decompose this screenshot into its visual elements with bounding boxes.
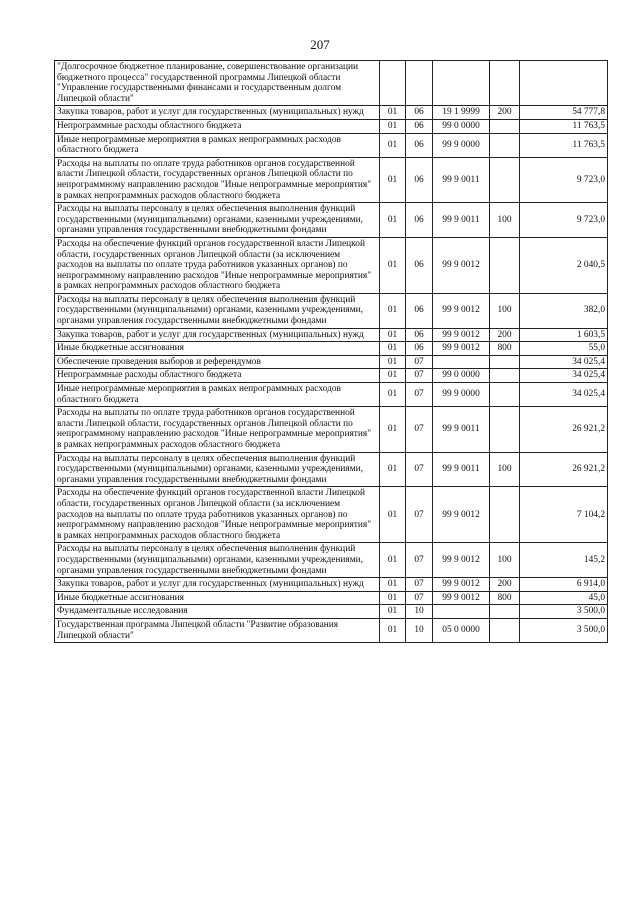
table-row (55, 487, 608, 543)
row-amount: 34 025,4 (520, 383, 608, 407)
row-expense-type (490, 157, 520, 202)
row-section-code: 01 (380, 543, 406, 578)
table-row (55, 369, 608, 383)
row-expense-type: 100 (490, 203, 520, 238)
row-expense-type (490, 487, 520, 543)
row-subsection-code: 07 (406, 383, 433, 407)
row-amount: 55,0 (520, 342, 608, 356)
row-subsection-code: 06 (406, 119, 433, 133)
table-row (55, 203, 608, 238)
row-section-code (380, 61, 406, 106)
row-subsection-code: 07 (406, 407, 433, 452)
row-amount: 3 500,0 (520, 605, 608, 619)
row-subsection-code: 06 (406, 157, 433, 202)
row-target-article: 99 9 0012 (433, 342, 490, 356)
row-expense-type (490, 407, 520, 452)
row-expense-type: 200 (490, 578, 520, 592)
table-row (55, 452, 608, 487)
row-expense-type (490, 383, 520, 407)
row-expense-type (490, 618, 520, 642)
table-row (55, 106, 608, 120)
row-expense-type: 100 (490, 452, 520, 487)
row-target-article: 99 9 0012 (433, 487, 490, 543)
row-description: Расходы на выплаты персоналу в целях обеспечения выполнения функций государственными (муниципальными) органами, казенными учреждениями, органами управления государственными внебюджетными фондами (55, 452, 380, 487)
row-target-article: 99 9 0011 (433, 452, 490, 487)
row-amount: 34 025,4 (520, 369, 608, 383)
row-description: Закупка товаров, работ и услуг для государственных (муниципальных) нужд (55, 328, 380, 342)
row-target-article: 99 9 0011 (433, 203, 490, 238)
row-target-article: 99 9 0012 (433, 237, 490, 293)
row-description: Фундаментальные исследования (55, 605, 380, 619)
row-amount: 382,0 (520, 293, 608, 328)
row-section-code: 01 (380, 618, 406, 642)
row-subsection-code: 07 (406, 591, 433, 605)
row-description: Непрограммные расходы областного бюджета (55, 369, 380, 383)
row-amount: 2 040,5 (520, 237, 608, 293)
row-subsection-code: 06 (406, 106, 433, 120)
row-subsection-code: 07 (406, 355, 433, 369)
row-expense-type (490, 355, 520, 369)
row-amount: 54 777,8 (520, 106, 608, 120)
row-section-code: 01 (380, 293, 406, 328)
row-section-code: 01 (380, 157, 406, 202)
row-section-code: 01 (380, 487, 406, 543)
table-row (55, 383, 608, 407)
row-amount: 3 500,0 (520, 618, 608, 642)
row-target-article: 05 0 0000 (433, 618, 490, 642)
row-target-article: 99 0 0000 (433, 369, 490, 383)
row-subsection-code: 10 (406, 618, 433, 642)
row-description: Закупка товаров, работ и услуг для государственных (муниципальных) нужд (55, 106, 380, 120)
row-section-code: 01 (380, 605, 406, 619)
row-section-code: 01 (380, 237, 406, 293)
row-target-article: 99 9 0012 (433, 578, 490, 592)
row-subsection-code: 07 (406, 543, 433, 578)
row-section-code: 01 (380, 407, 406, 452)
row-section-code: 01 (380, 328, 406, 342)
budget-table (54, 60, 608, 643)
row-amount: 9 723,0 (520, 157, 608, 202)
row-section-code: 01 (380, 578, 406, 592)
table-row (55, 543, 608, 578)
table-row (55, 119, 608, 133)
row-amount: 6 914,0 (520, 578, 608, 592)
row-amount: 11 763,5 (520, 119, 608, 133)
table-row (55, 605, 608, 619)
table-row (55, 618, 608, 642)
row-expense-type (490, 119, 520, 133)
row-target-article: 99 9 0000 (433, 383, 490, 407)
row-subsection-code: 07 (406, 452, 433, 487)
row-description: Иные бюджетные ассигнования (55, 591, 380, 605)
row-section-code: 01 (380, 383, 406, 407)
row-target-article: 99 9 0011 (433, 157, 490, 202)
row-section-code: 01 (380, 452, 406, 487)
row-expense-type: 800 (490, 591, 520, 605)
row-amount: 11 763,5 (520, 133, 608, 157)
row-target-article: 99 9 0012 (433, 543, 490, 578)
row-target-article: 99 9 0011 (433, 407, 490, 452)
table-row (55, 133, 608, 157)
row-target-article: 99 0 0000 (433, 119, 490, 133)
budget-table-body (55, 61, 608, 643)
row-subsection-code: 06 (406, 133, 433, 157)
row-amount: 7 104,2 (520, 487, 608, 543)
row-expense-type (490, 133, 520, 157)
row-section-code: 01 (380, 369, 406, 383)
row-expense-type: 800 (490, 342, 520, 356)
row-subsection-code: 07 (406, 578, 433, 592)
row-description: Обеспечение проведения выборов и референдумов (55, 355, 380, 369)
table-row (55, 293, 608, 328)
row-section-code: 01 (380, 342, 406, 356)
table-row (55, 237, 608, 293)
row-expense-type (490, 237, 520, 293)
row-subsection-code: 06 (406, 237, 433, 293)
row-expense-type: 100 (490, 543, 520, 578)
table-row (55, 342, 608, 356)
row-subsection-code: 06 (406, 293, 433, 328)
table-row (55, 578, 608, 592)
row-subsection-code: 07 (406, 369, 433, 383)
row-target-article (433, 355, 490, 369)
row-target-article (433, 61, 490, 106)
row-expense-type (490, 61, 520, 106)
row-amount: 34 025,4 (520, 355, 608, 369)
row-subsection-code: 06 (406, 342, 433, 356)
row-amount (520, 61, 608, 106)
row-subsection-code: 06 (406, 328, 433, 342)
row-description: Расходы на выплаты персоналу в целях обеспечения выполнения функций государственными (муниципальными) органами, казенными учреждениями, органами управления государственными внебюджетными фондами (55, 293, 380, 328)
row-section-code: 01 (380, 591, 406, 605)
row-description: "Долгосрочное бюджетное планирование, совершенствование организации бюджетного процесса" государственной программы Липецкой области "Управление государственными финансами и государственным долгом Липецкой области" (55, 61, 380, 106)
row-expense-type (490, 369, 520, 383)
table-row (55, 355, 608, 369)
row-expense-type: 100 (490, 293, 520, 328)
row-description: Иные бюджетные ассигнования (55, 342, 380, 356)
row-target-article: 99 9 0012 (433, 328, 490, 342)
row-description: Расходы на выплаты по оплате труда работников органов государственной власти Липецкой области, государственных органов Липецкой области по непрограммному направлению расходов "Иные непрограммные мероприятия" в рамках непрограммных расходов областного бюджета (55, 407, 380, 452)
row-target-article: 99 9 0012 (433, 591, 490, 605)
row-section-code: 01 (380, 355, 406, 369)
row-description: Иные непрограммные мероприятия в рамках непрограммных расходов областного бюджета (55, 383, 380, 407)
row-amount: 145,2 (520, 543, 608, 578)
row-subsection-code: 10 (406, 605, 433, 619)
row-subsection-code: 06 (406, 203, 433, 238)
row-target-article: 99 9 0000 (433, 133, 490, 157)
row-section-code: 01 (380, 106, 406, 120)
row-description: Расходы на обеспечение функций органов государственной власти Липецкой области, государственных органов Липецкой области (за исключением расходов на выплаты по оплате труда работников указанных органов) по непрограммному направлению расходов "Иные непрограммные мероприятия" в рамках непрограммных расходов областного бюджета (55, 237, 380, 293)
row-expense-type (490, 605, 520, 619)
row-amount: 1 603,5 (520, 328, 608, 342)
row-section-code: 01 (380, 133, 406, 157)
row-amount: 45,0 (520, 591, 608, 605)
row-subsection-code (406, 61, 433, 106)
row-description: Расходы на обеспечение функций органов государственной власти Липецкой области, государственных органов Липецкой области (за исключением расходов на выплаты по оплате труда работников указанных органов) по непрограммному направлению расходов "Иные непрограммные мероприятия" в рамках непрограммных расходов областного бюджета (55, 487, 380, 543)
row-description: Иные непрограммные мероприятия в рамках непрограммных расходов областного бюджета (55, 133, 380, 157)
row-target-article: 19 1 9999 (433, 106, 490, 120)
row-target-article (433, 605, 490, 619)
table-row (55, 328, 608, 342)
row-amount: 9 723,0 (520, 203, 608, 238)
row-section-code: 01 (380, 119, 406, 133)
table-row (55, 157, 608, 202)
page-number: 207 (310, 37, 330, 52)
row-target-article: 99 9 0012 (433, 293, 490, 328)
row-amount: 26 921,2 (520, 407, 608, 452)
row-description: Непрограммные расходы областного бюджета (55, 119, 380, 133)
row-section-code: 01 (380, 203, 406, 238)
row-description: Расходы на выплаты персоналу в целях обеспечения выполнения функций государственными (муниципальными) органами, казенными учреждениями, органами управления государственными внебюджетными фондами (55, 543, 380, 578)
row-expense-type: 200 (490, 106, 520, 120)
row-description: Закупка товаров, работ и услуг для государственных (муниципальных) нужд (55, 578, 380, 592)
row-subsection-code: 07 (406, 487, 433, 543)
row-description: Расходы на выплаты по оплате труда работников органов государственной власти Липецкой области, государственных органов Липецкой области по непрограммному направлению расходов "Иные непрограммные мероприятия" в рамках непрограммных расходов областного бюджета (55, 157, 380, 202)
row-expense-type: 200 (490, 328, 520, 342)
row-description: Государственная программа Липецкой области "Развитие образования Липецкой области" (55, 618, 380, 642)
table-row (55, 61, 608, 106)
row-description: Расходы на выплаты персоналу в целях обеспечения выполнения функций государственными (муниципальными) органами, казенными учреждениями, органами управления государственными внебюджетными фондами (55, 203, 380, 238)
table-row (55, 407, 608, 452)
table-row (55, 591, 608, 605)
row-amount: 26 921,2 (520, 452, 608, 487)
